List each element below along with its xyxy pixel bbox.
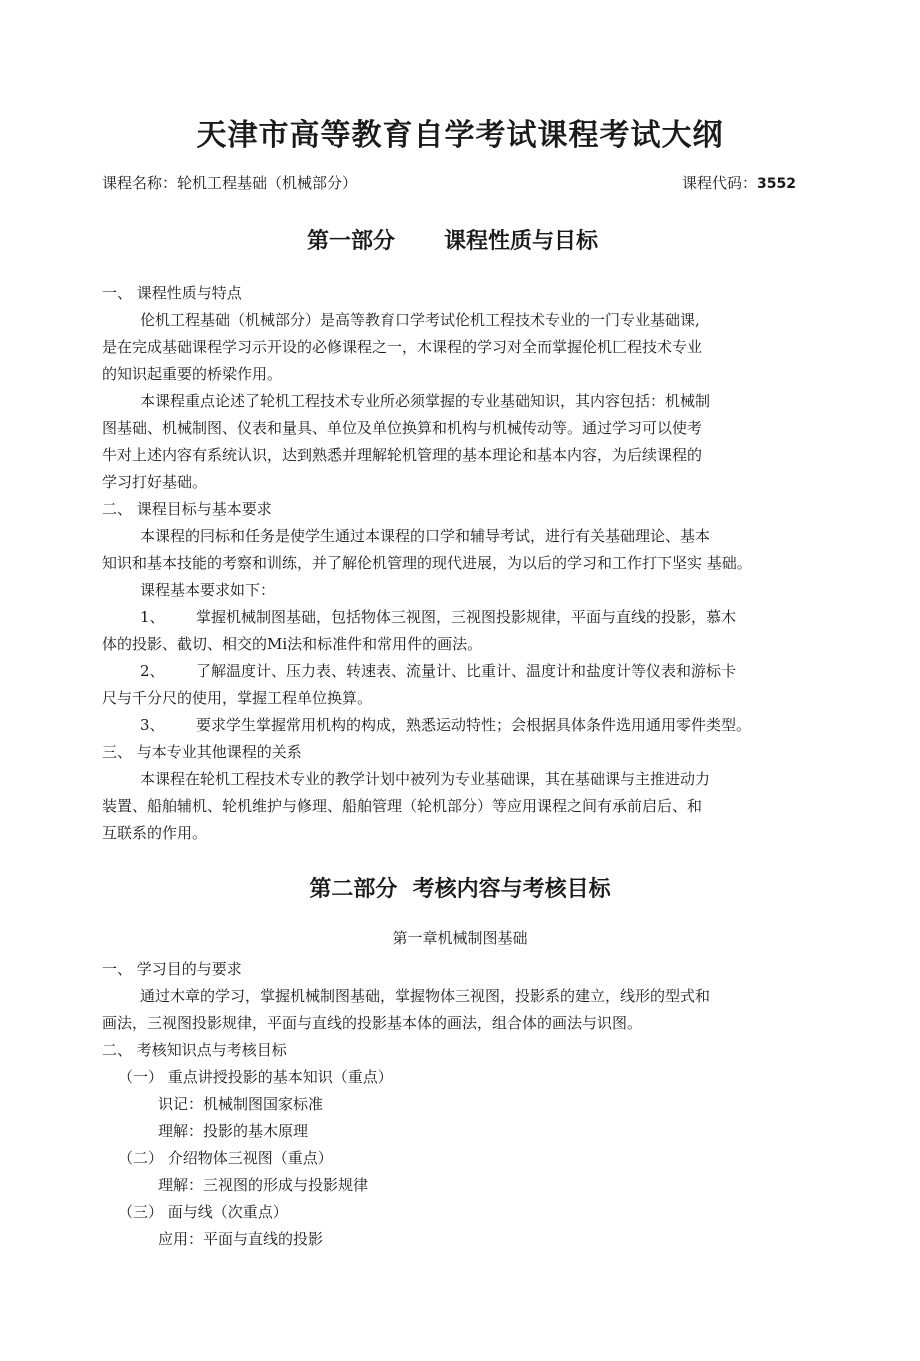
part1-s2-heading: 二、 课程目标与基本要求 <box>102 500 272 518</box>
req-text-cont: 体的投影、截切、相交的Mi法和标准件和常用件的画法。 <box>102 635 483 653</box>
course-code-value: 3552 <box>757 176 796 192</box>
part1-s2-p1-line: 本课程的冃标和任务是使学生通过本课程的口学和辅导考试，进行有关基础理论、基本 <box>140 527 711 545</box>
part1-s1-p1-line: 的知识起重要的桥梁作用。 <box>102 365 283 383</box>
req-number: 2、 <box>140 662 165 680</box>
knowledge-point-heading: （三） 面与线（次重点） <box>118 1203 288 1221</box>
part1-s2-p2: 课程基本要求如下： <box>140 581 276 599</box>
part1-s1-p2-line: 牛对上述内容有系统认识，达到熟悉并理解轮机管理的基本理论和基本内容，为后续课程的 <box>102 446 703 464</box>
part1-s1-p1-line: 伦机工程基础（机械部分）是高等教育口学考试伦机工程技术专业的一门专业基础课, <box>140 311 700 329</box>
req-number: 3、 <box>140 716 165 734</box>
part1-s3-heading: 三、 与本专业其他课程的关系 <box>102 743 302 761</box>
part1-s3-p1-line: 互联系的作用。 <box>102 824 208 842</box>
req-number: 1、 <box>140 608 165 626</box>
knowledge-point-sub: 理解：投影的基木原理 <box>158 1122 309 1140</box>
part2-s1-p1-line: 通过木章的学习，掌握机械制图基础，掌握物体三视图，投影系的建立，线形的型式和 <box>140 987 711 1005</box>
part2-heading: 第二部分 考核内容与考核目标 <box>309 877 611 902</box>
knowledge-point-heading: （二） 介绍物体三视图（重点） <box>118 1149 333 1167</box>
part1-s1-p2-line: 学习打好基础。 <box>102 473 208 491</box>
part1-s1-heading: 一、 课程性质与特点 <box>102 284 242 302</box>
knowledge-point-sub: 理解：三视图的形成与投影规律 <box>158 1176 369 1194</box>
knowledge-point-sub: 识记：机械制图国家标准 <box>158 1095 324 1113</box>
part2-s2-heading: 二、 考核知识点与考核目标 <box>102 1041 287 1059</box>
part1-s2-p1-line: 知识和基本技能的考察和训练，并了解伦机管理的现代进展，为以后的学习和工作打下坚实 基础。 <box>102 554 752 572</box>
document-title: 天津市高等教育自学考试课程考试大纲 <box>196 118 724 153</box>
part1-s3-p1-line: 本课程在轮机工程技术专业的教学计划中被列为专业基础课，其在基础课与主推进动力 <box>140 770 711 788</box>
part1-heading-title: 课程性质与目标 <box>444 229 599 254</box>
part2-s1-p1-line: 画法，三视图投影规律，平面与直线的投影基本体的画法，组合体的画法与识图。 <box>102 1014 643 1032</box>
knowledge-point-sub: 应用：平面与直线的投影 <box>158 1230 324 1248</box>
course-code-label <box>682 170 796 198</box>
chapter-title: 第一章机械制图基础 <box>392 929 528 947</box>
part1-heading-number: 第一部分 <box>307 229 396 254</box>
req-text: 掌握机械制图基础，包括物体三视图，三视图投影规律，平面与直线的投影，慕木 <box>196 608 737 626</box>
part1-s1-p2-line: 本课程重点论述了轮机工程技术专业所必须掌握的专业基础知识，其内容包括：机械制 <box>140 392 711 410</box>
course-code-label-text: 课程代码： <box>682 174 758 192</box>
course-name: 课程名称：轮机工程基础（机械部分） <box>102 174 358 192</box>
part1-s1-p1-line: 是在完成基础课程学习示开设的必修课程之一，木课程的学习对全而掌握伦机匚程技术专业 <box>102 338 703 356</box>
part1-s1-p2-line: 图基础、机械制图、仪表和量具、单位及单位换算和机构与机械传动等。通过学习可以使考 <box>102 419 703 437</box>
part2-s1-heading: 一、 学习目的与要求 <box>102 960 242 978</box>
req-text-cont: 尺与千分尺的使用，掌握工程单位换算。 <box>102 689 373 707</box>
req-text: 了解温度计、压力表、转速表、流量计、比重计、温度计和盐度计等仪表和游标卡 <box>196 662 737 680</box>
req-text: 要求学生掌握常用机构的构成，熟悉运动特性；会根据具体条件选用通用零件类型。 <box>196 716 752 734</box>
knowledge-point-heading: （一） 重点讲授投影的基本知识（重点） <box>118 1068 393 1086</box>
part1-s3-p1-line: 装置、船舶辅机、轮机维护与修理、船舶管理（轮机部分）等应用课程之间有承前启后、和 <box>102 797 703 815</box>
